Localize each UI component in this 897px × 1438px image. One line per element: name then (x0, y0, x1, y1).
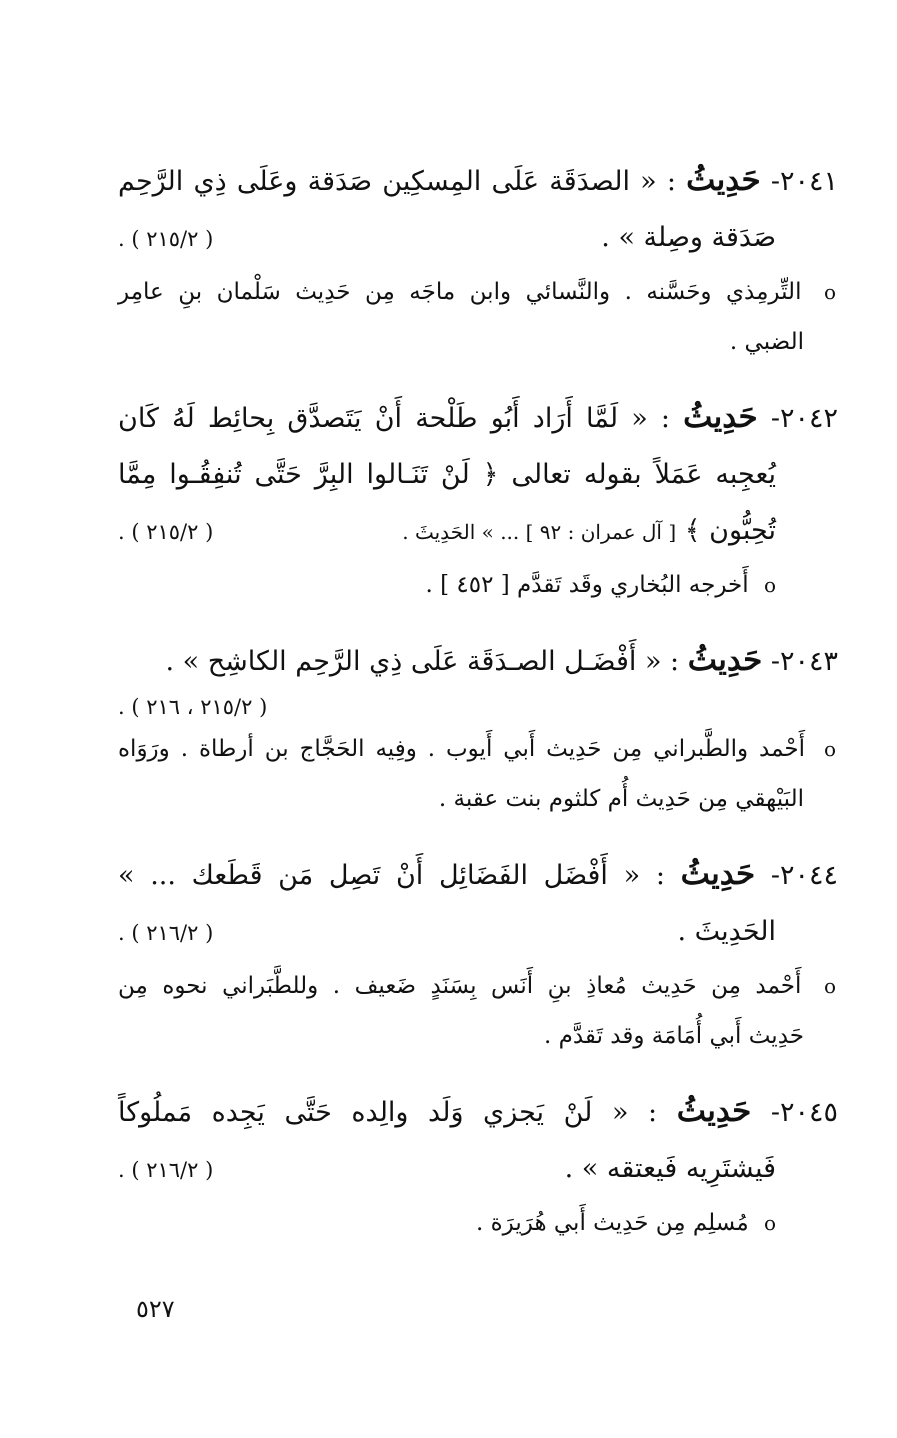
entry-text: صَدَقة وصِلة » . (601, 222, 776, 253)
hadith-entry-2043 (118, 632, 838, 824)
annotation-text: مُسلِم مِن حَدِيث أَبي هُرَيرَة . (475, 1210, 749, 1236)
bullet-icon: o (763, 573, 776, 597)
page-number: ٥٢٧ (136, 1295, 175, 1323)
entry-text: يُعجِبه عَمَلاً بقوله تعالى ﴿ لَنْ تَنَـالوا البِرَّ حَتَّى تُنفِقُـوا مِمَّا (118, 459, 776, 490)
entry-number: ٢٠٤٥- (770, 1097, 838, 1128)
volume-page-reference: ( ٢١٥/٢ ، ٢١٦ ) . (118, 695, 268, 719)
quran-citation: [ آل عمران : ٩٢ ] ... » الحَدِيثَ . (402, 520, 677, 544)
volume-page-reference: ( ٢١٦/٢ ) . (118, 921, 214, 945)
annotation-text: التِّرمِذي وحَسَّنه . والنَّسائي وابن ماجَه مِن حَدِيث سَلْمان بنِ عامِر (118, 279, 802, 305)
annotation-line (118, 774, 838, 824)
annotation-text: الضبي . (729, 329, 804, 355)
volume-page-reference: ( ٢١٥/٢ ) . (118, 227, 214, 251)
bullet-icon: o (823, 737, 836, 761)
entry-number: ٢٠٤٤- (770, 860, 838, 891)
annotation-line (118, 317, 838, 367)
entry-keyword: حَدِيثُ (676, 1093, 752, 1129)
document-page (118, 152, 838, 1270)
entry-keyword: حَدِيثُ (680, 856, 756, 892)
bullet-icon: o (763, 1211, 776, 1235)
entry-keyword: حَدِيثُ (683, 399, 758, 435)
hadith-entry-2044 (118, 846, 838, 1061)
bullet-icon: o (823, 280, 837, 304)
entry-text: تُحِبُّون ﴾ (684, 515, 776, 546)
entry-text: : « لَنْ يَجزي وَلَد والِده حَتَّى يَجِده مَملُوكاً (118, 1097, 658, 1128)
hadith-entry-2045 (118, 1083, 838, 1248)
entry-number: ٢٠٤١- (770, 166, 839, 197)
entry-continuation-line (118, 503, 838, 560)
hadith-entry-2042 (118, 389, 838, 610)
annotation-line (118, 560, 838, 610)
annotation-text: أَخرجه البُخاري وقَد تَقدَّم [ ٤٥٢ ] . (425, 572, 749, 598)
entry-continuation-line (118, 904, 838, 961)
volume-page-reference: ( ٢١٦/٢ ) . (118, 1158, 214, 1182)
bullet-icon: o (823, 974, 836, 998)
annotation-line (118, 1011, 838, 1061)
annotation-line (118, 961, 838, 1011)
entry-text: : « الصدَقَة عَلَى المِسكِين صَدَقة وعَلَى ذِي الرَّحِم (118, 166, 676, 197)
entry-text: : « أَفْضَـل الصـدَقَة عَلَى ذِي الرَّحِم الكاشِح » . (165, 646, 680, 677)
entry-text: : « أَفْضَل الفَضَائِل أَنْ تَصِل مَن قَطَعك ... » (118, 860, 665, 891)
entry-continuation-line (118, 1141, 838, 1198)
annotation-text: أَحْمد مِن حَدِيث مُعاذِ بنِ أَنَس بِسَنَدٍ ضَعيف . وللطَّبَراني نحوه مِن (118, 973, 802, 999)
entry-number: ٢٠٤٢- (770, 403, 838, 434)
entry-main-line (118, 389, 838, 447)
entry-main-line (118, 846, 838, 904)
annotation-text: أَحْمد والطَّبراني مِن حَدِيث أَبي أَيوب . وفِيه الحَجَّاج بن أرطاة . ورَوَاه (118, 736, 806, 762)
entry-continuation-line (118, 210, 838, 267)
entry-continuation-line (118, 447, 838, 503)
entry-number: ٢٠٤٣- (770, 646, 838, 677)
entry-text: فَيشتَرِيه فَيعتقه » . (564, 1153, 776, 1184)
annotation-line (118, 267, 838, 317)
annotation-line (118, 1198, 838, 1248)
entry-main-line (118, 632, 838, 690)
hadith-entry-2041 (118, 152, 838, 367)
entry-keyword: حَدِيثُ (687, 642, 763, 678)
entry-text: : « لَمَّا أَرَاد أَبُو طَلْحة أَنْ يَتَصدَّق بِحائِط لَهُ كَان (118, 403, 671, 434)
annotation-text: البَيْهقي مِن حَدِيث أُم كلثوم بنت عقبة . (438, 786, 804, 812)
entry-main-line (118, 152, 838, 210)
entry-keyword: حَدِيثُ (686, 162, 761, 198)
entry-main-line (118, 1083, 838, 1141)
annotation-line (118, 724, 838, 774)
entry-text: الحَدِيثَ . (677, 916, 776, 947)
annotation-text: حَدِيث أَبي أُمَامَة وقد تَقدَّم . (544, 1023, 804, 1049)
volume-page-reference: ( ٢١٥/٢ ) . (118, 520, 214, 544)
